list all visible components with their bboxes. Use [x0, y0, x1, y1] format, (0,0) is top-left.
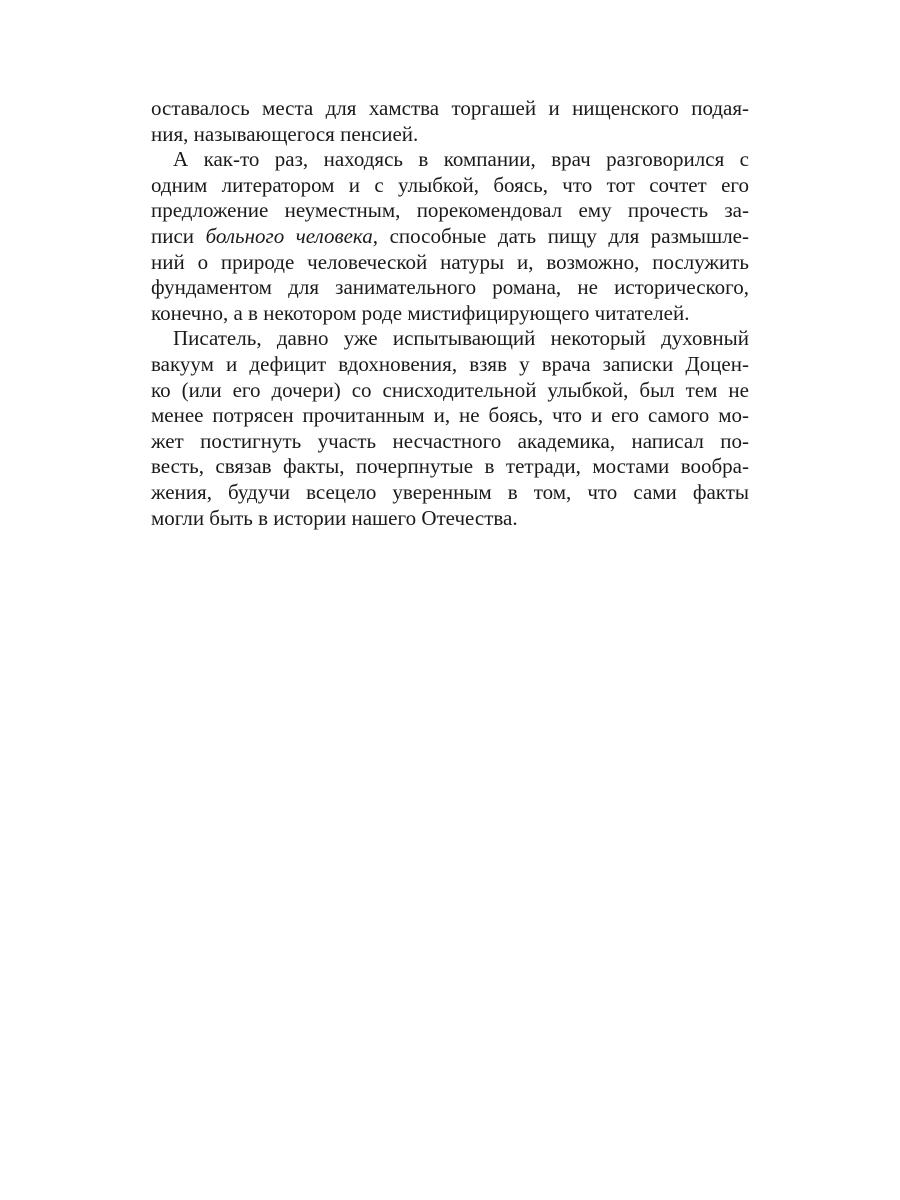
paragraph-2 [151, 147, 749, 326]
text-line-with-italic [151, 224, 749, 250]
italic-phrase: больного человека [205, 223, 373, 248]
text-line: А как-то раз, находясь в компании, врач разговорился с [173, 147, 749, 172]
text-line: ко (или его дочери) со снисходительной улыбкой, был тем не [151, 377, 749, 402]
text-line: ний о природе человеческой натуры и, возможно, послужить [151, 249, 749, 274]
paragraph-3 [151, 326, 749, 531]
text-segment: писи [151, 223, 206, 248]
text-line: оставалось места для хамства торгашей и нищенского подая- [151, 96, 749, 120]
text-segment: , способные дать пищу для размышле- [372, 223, 749, 248]
text-line: одним литератором и с улыбкой, боясь, что тот сочтет его [151, 172, 749, 197]
text-line: менее потрясен прочитанным и, не боясь, что и его самого мо- [151, 403, 749, 428]
document-page [151, 96, 749, 531]
text-line: фундаментом для занимательного романа, не исторического, [151, 275, 749, 300]
text-line: жет постигнуть участь несчастного академика, написал по- [151, 428, 749, 453]
text-line: предложение неуместным, порекомендовал ему прочесть за- [151, 198, 749, 223]
text-line: ния, называющегося пенсией. [151, 121, 419, 146]
text-line: Писатель, давно уже испытывающий некоторый духовный [173, 326, 749, 351]
text-line: конечно, а в некотором роде мистифицирующего читателей. [151, 300, 690, 325]
paragraph-1 [151, 96, 749, 147]
text-line: жения, будучи всецело уверенным в том, что сами факты [151, 479, 749, 504]
text-line: вакуум и дефицит вдохновения, взяв у врача записки Доцен- [151, 351, 749, 376]
text-line: весть, связав факты, почерпнутые в тетради, мостами вообра- [151, 454, 749, 479]
text-line: могли быть в истории нашего Отечества. [151, 505, 518, 530]
